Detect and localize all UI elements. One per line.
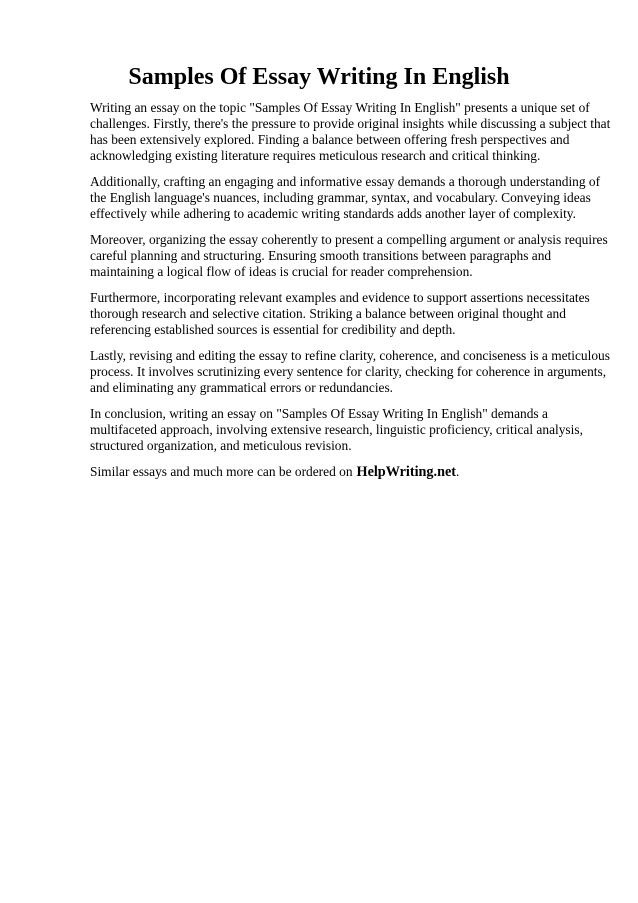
paragraph-line: thorough research and selective citation. Striking a balance between original thought and <box>90 306 566 321</box>
paragraph-line: Additionally, crafting an engaging and informative essay demands a thorough understanding of <box>90 174 601 189</box>
paragraph-3 <box>90 232 608 280</box>
paragraph-line: multifaceted approach, involving extensive research, linguistic proficiency, critical analysis, <box>90 422 583 437</box>
paragraph-line: and eliminating any grammatical errors or redundancies. <box>90 380 394 395</box>
closing-text: Similar essays and much more can be ordered on <box>90 464 353 479</box>
page-title: Samples Of Essay Writing In English <box>128 64 510 90</box>
paragraph-line: Lastly, revising and editing the essay to refine clarity, coherence, and conciseness is a meticulous <box>90 348 610 363</box>
paragraph-5 <box>90 348 610 396</box>
paragraph-2 <box>90 174 600 222</box>
closing-paragraph <box>90 464 600 480</box>
paragraph-4 <box>90 290 600 338</box>
document-body <box>90 100 611 490</box>
paragraph-line: structured organization, and meticulous revision. <box>90 438 352 453</box>
paragraph-line: has been extensively explored. Finding a balance between offering fresh perspectives and <box>90 132 570 147</box>
paragraph-line: In conclusion, writing an essay on "Samples Of Essay Writing In English" demands a <box>90 406 548 421</box>
paragraph-line: Moreover, organizing the essay coherently to present a compelling argument or analysis requires <box>90 232 608 247</box>
paragraph-line: Furthermore, incorporating relevant examples and evidence to support assertions necessitates <box>90 290 590 305</box>
paragraph-line: careful planning and structuring. Ensuring smooth transitions between paragraphs and <box>90 248 552 263</box>
paragraph-6 <box>90 406 600 454</box>
paragraph-line: maintaining a logical flow of ideas is crucial for reader comprehension. <box>90 264 473 279</box>
paragraph-line: acknowledging existing literature requires meticulous research and critical thinking. <box>90 148 541 163</box>
paragraph-1 <box>90 100 611 164</box>
paragraph-line: referencing established sources is essential for credibility and depth. <box>90 322 456 337</box>
paragraph-line: the English language's nuances, including grammar, syntax, and vocabulary. Conveying ideas <box>90 190 591 205</box>
paragraph-line: effectively while adhering to academic writing standards adds another layer of complexity. <box>90 206 576 221</box>
helpwriting-link[interactable]: HelpWriting.net <box>356 464 456 480</box>
paragraph-line: Writing an essay on the topic "Samples Of Essay Writing In English" presents a unique set of <box>90 100 590 115</box>
paragraph-line: process. It involves scrutinizing every sentence for clarity, checking for coherence in arguments, <box>90 364 607 379</box>
closing-period: . <box>455 464 460 479</box>
paragraph-line: challenges. Firstly, there's the pressure to provide original insights while discussing a subject that <box>90 116 611 131</box>
